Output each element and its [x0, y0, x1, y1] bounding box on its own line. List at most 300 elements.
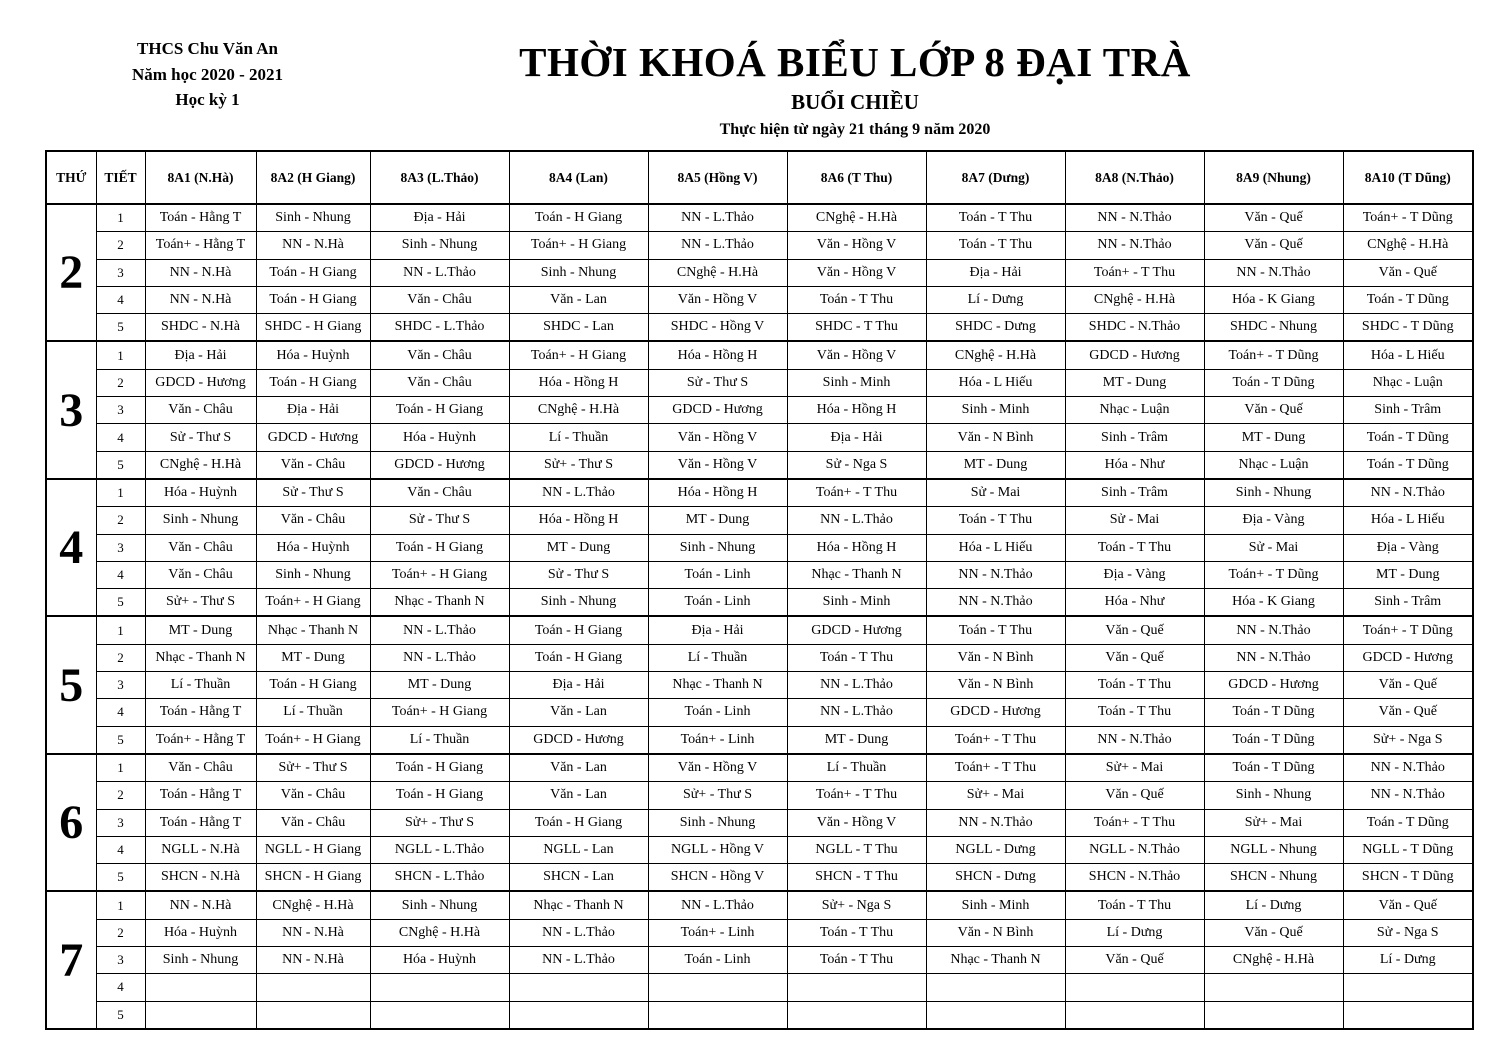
schedule-cell: Toán - T Thu — [787, 644, 926, 671]
period-cell: 2 — [96, 919, 145, 946]
schedule-cell: SHCN - L.Thảo — [370, 864, 509, 892]
schedule-cell: Văn - Lan — [509, 286, 648, 313]
schedule-cell — [145, 1001, 256, 1029]
schedule-cell: Toán - H Giang — [509, 644, 648, 671]
schedule-cell: Sử - Thư S — [648, 369, 787, 396]
period-cell: 2 — [96, 232, 145, 259]
table-row — [46, 919, 1473, 946]
schedule-cell: GDCD - Hương — [1065, 341, 1204, 369]
class-header: 8A4 (Lan) — [509, 151, 648, 204]
schedule-cell: Nhạc - Thanh N — [926, 947, 1065, 974]
schedule-cell: Toán - H Giang — [370, 534, 509, 561]
day-cell: 6 — [46, 754, 96, 891]
schedule-cell: Toán - T Thu — [787, 286, 926, 313]
schedule-cell — [787, 974, 926, 1001]
schedule-cell: Sử - Mai — [1065, 507, 1204, 534]
schedule-cell: Địa - Hải — [926, 259, 1065, 286]
schedule-cell: Lí - Dưng — [1065, 919, 1204, 946]
period-cell: 1 — [96, 891, 145, 919]
schedule-cell: Văn - Châu — [370, 341, 509, 369]
schedule-cell: NN - N.Thảo — [1343, 479, 1473, 507]
schedule-cell: Văn - Châu — [370, 286, 509, 313]
table-row — [46, 204, 1473, 232]
schedule-cell: Sử - Thư S — [370, 507, 509, 534]
table-row — [46, 397, 1473, 424]
schedule-cell: Sinh - Minh — [787, 589, 926, 617]
schedule-cell: Sử+ - Nga S — [787, 891, 926, 919]
schedule-cell: Toán - T Thu — [1065, 891, 1204, 919]
schedule-cell — [787, 1001, 926, 1029]
day-header: THỨ — [46, 151, 96, 204]
schedule-cell: Văn - Châu — [256, 507, 370, 534]
schedule-cell: Nhạc - Thanh N — [145, 644, 256, 671]
schedule-cell: Toán - Linh — [648, 947, 787, 974]
schedule-cell: Toán - T Dũng — [1343, 286, 1473, 313]
period-header: TIẾT — [96, 151, 145, 204]
schedule-cell: Sử+ - Thư S — [256, 754, 370, 782]
schedule-cell: Toán - T Dũng — [1204, 726, 1343, 754]
schedule-cell: SHDC - Lan — [509, 314, 648, 342]
schedule-cell: Nhạc - Thanh N — [648, 672, 787, 699]
class-header: 8A8 (N.Thảo) — [1065, 151, 1204, 204]
schedule-cell: Văn - Hồng V — [787, 341, 926, 369]
schedule-cell: MT - Dung — [648, 507, 787, 534]
schedule-cell: NN - L.Thảo — [787, 672, 926, 699]
schedule-cell: Văn - Hồng V — [648, 286, 787, 313]
schedule-cell: Toán+ - T Thu — [787, 782, 926, 809]
day-cell: 4 — [46, 479, 96, 616]
schedule-cell: Lí - Thuần — [256, 699, 370, 726]
schedule-cell: Toán - T Thu — [926, 204, 1065, 232]
schedule-cell: Văn - Châu — [256, 809, 370, 836]
schedule-cell: Toán+ - H Giang — [370, 699, 509, 726]
schedule-cell — [370, 974, 509, 1001]
schedule-cell: Văn - Quế — [1343, 699, 1473, 726]
schedule-cell: GDCD - Hương — [787, 616, 926, 644]
schedule-cell: Văn - Quế — [1343, 672, 1473, 699]
schedule-cell: CNghệ - H.Hà — [1343, 232, 1473, 259]
schedule-cell: Toán - Hằng T — [145, 809, 256, 836]
period-cell: 3 — [96, 947, 145, 974]
schedule-cell: Hóa - Hồng H — [787, 397, 926, 424]
schedule-cell: Sử - Thư S — [145, 424, 256, 451]
schedule-cell: GDCD - Hương — [1343, 644, 1473, 671]
schedule-cell: Lí - Thuần — [787, 754, 926, 782]
schedule-cell: NN - N.Thảo — [926, 809, 1065, 836]
day-cell: 7 — [46, 891, 96, 1028]
schedule-cell: Lí - Thuần — [145, 672, 256, 699]
schedule-cell: Hóa - Như — [1065, 589, 1204, 617]
effective-date: Thực hiện từ ngày 21 tháng 9 năm 2020 — [719, 121, 991, 138]
schedule-cell: Sinh - Nhung — [1204, 479, 1343, 507]
schedule-cell: CNghệ - H.Hà — [648, 259, 787, 286]
day-cell: 3 — [46, 341, 96, 478]
schedule-cell: Văn - Châu — [370, 369, 509, 396]
schedule-cell: SHDC - H Giang — [256, 314, 370, 342]
schedule-cell: Văn - Lan — [509, 754, 648, 782]
schedule-cell: Sinh - Nhung — [256, 204, 370, 232]
table-row — [46, 891, 1473, 919]
semester: Học kỳ 1 — [175, 90, 240, 109]
schedule-cell: Sử+ - Mai — [1065, 754, 1204, 782]
period-cell: 2 — [96, 644, 145, 671]
schedule-cell: Lí - Dưng — [1204, 891, 1343, 919]
schedule-cell: Sinh - Nhung — [1204, 782, 1343, 809]
schedule-cell: GDCD - Hương — [145, 369, 256, 396]
schedule-cell: Toán+ - T Dũng — [1204, 341, 1343, 369]
period-cell: 4 — [96, 974, 145, 1001]
schedule-cell — [1343, 974, 1473, 1001]
header-row — [46, 151, 1473, 204]
table-row — [46, 616, 1473, 644]
schedule-cell: Sử - Mai — [926, 479, 1065, 507]
schedule-cell: Toán - Linh — [648, 561, 787, 588]
schedule-cell: NN - N.Thảo — [926, 561, 1065, 588]
schedule-cell: Toán+ - H Giang — [256, 589, 370, 617]
class-header: 8A1 (N.Hà) — [145, 151, 256, 204]
schedule-cell: SHCN - T Thu — [787, 864, 926, 892]
period-cell: 5 — [96, 451, 145, 479]
schedule-cell: NN - N.Hà — [145, 286, 256, 313]
schedule-cell: Nhạc - Luận — [1343, 369, 1473, 396]
schedule-cell: Toán - T Dũng — [1343, 451, 1473, 479]
day-cell: 2 — [46, 204, 96, 341]
schedule-cell: NN - L.Thảo — [509, 479, 648, 507]
period-cell: 5 — [96, 314, 145, 342]
schedule-cell: Toán - T Thu — [926, 232, 1065, 259]
schedule-cell: Văn - N Bình — [926, 424, 1065, 451]
schedule-cell: Văn - Quế — [1204, 919, 1343, 946]
schedule-cell: GDCD - Hương — [926, 699, 1065, 726]
schedule-cell: Nhạc - Luận — [1204, 451, 1343, 479]
period-cell: 4 — [96, 561, 145, 588]
schedule-cell: SHDC - T Dũng — [1343, 314, 1473, 342]
schedule-cell: NN - L.Thảo — [787, 699, 926, 726]
school-year: Năm học 2020 - 2021 — [131, 64, 284, 84]
period-cell: 3 — [96, 672, 145, 699]
schedule-cell: Sinh - Nhung — [370, 232, 509, 259]
schedule-cell: Sinh - Nhung — [256, 561, 370, 588]
schedule-cell: NGLL - T Dũng — [1343, 836, 1473, 863]
schedule-cell: Lí - Thuần — [648, 644, 787, 671]
schedule-cell: SHDC - Dưng — [926, 314, 1065, 342]
schedule-cell: NN - N.Thảo — [1065, 726, 1204, 754]
schedule-cell: Toán - T Thu — [787, 919, 926, 946]
schedule-cell — [145, 974, 256, 1001]
schedule-cell: NGLL - T Thu — [787, 836, 926, 863]
schedule-cell: Văn - Lan — [509, 782, 648, 809]
schedule-cell: Toán - H Giang — [256, 672, 370, 699]
schedule-cell: SHCN - N.Hà — [145, 864, 256, 892]
page-title: THỜI KHOÁ BIỂU LỚP 8 ĐẠI TRÀ — [519, 39, 1191, 85]
schedule-cell: Văn - Quế — [1204, 397, 1343, 424]
schedule-cell: Hóa - Huỳnh — [370, 424, 509, 451]
schedule-cell: NN - N.Thảo — [926, 589, 1065, 617]
schedule-cell: Sinh - Minh — [787, 369, 926, 396]
schedule-cell: Hóa - L Hiếu — [926, 369, 1065, 396]
period-cell: 1 — [96, 204, 145, 232]
schedule-cell: Sử - Nga S — [787, 451, 926, 479]
schedule-cell: Toán+ - T Dũng — [1343, 616, 1473, 644]
schedule-cell: MT - Dung — [370, 672, 509, 699]
schedule-cell: Toán+ - H Giang — [256, 726, 370, 754]
schedule-cell: SHCN - T Dũng — [1343, 864, 1473, 892]
schedule-cell: Hóa - L Hiếu — [1343, 341, 1473, 369]
schedule-cell: Nhạc - Thanh N — [256, 616, 370, 644]
schedule-cell: Văn - Hồng V — [787, 809, 926, 836]
schedule-cell: Văn - Châu — [256, 451, 370, 479]
schedule-cell: Sử - Thư S — [256, 479, 370, 507]
schedule-cell: MT - Dung — [145, 616, 256, 644]
schedule-cell: NGLL - N.Thảo — [1065, 836, 1204, 863]
schedule-cell — [370, 1001, 509, 1029]
schedule-cell: Văn - N Bình — [926, 919, 1065, 946]
schedule-cell: NN - N.Hà — [256, 232, 370, 259]
schedule-cell: Hóa - Huỳnh — [370, 947, 509, 974]
schedule-cell — [509, 1001, 648, 1029]
class-header: 8A5 (Hồng V) — [648, 151, 787, 204]
schedule-cell: CNghệ - H.Hà — [1204, 947, 1343, 974]
schedule-cell — [648, 974, 787, 1001]
schedule-cell: NGLL - Nhung — [1204, 836, 1343, 863]
schedule-cell: NGLL - H Giang — [256, 836, 370, 863]
table-row — [46, 589, 1473, 617]
schedule-cell: SHDC - T Thu — [787, 314, 926, 342]
schedule-cell — [926, 974, 1065, 1001]
schedule-cell: Sinh - Nhung — [509, 259, 648, 286]
schedule-cell: Địa - Hải — [256, 397, 370, 424]
table-row — [46, 232, 1473, 259]
schedule-cell: CNghệ - H.Hà — [1065, 286, 1204, 313]
schedule-cell: Toán - H Giang — [509, 616, 648, 644]
schedule-cell: Văn - Quế — [1204, 204, 1343, 232]
schedule-cell: MT - Dung — [1065, 369, 1204, 396]
schedule-cell: Toán - H Giang — [256, 369, 370, 396]
schedule-cell: Toán - H Giang — [509, 204, 648, 232]
table-row — [46, 672, 1473, 699]
schedule-cell: NN - L.Thảo — [509, 947, 648, 974]
schedule-cell: Sinh - Trâm — [1065, 479, 1204, 507]
schedule-cell: MT - Dung — [509, 534, 648, 561]
period-cell: 2 — [96, 507, 145, 534]
schedule-cell: SHCN - Dưng — [926, 864, 1065, 892]
period-cell: 1 — [96, 479, 145, 507]
schedule-cell: Địa - Hải — [509, 672, 648, 699]
schedule-cell: Lí - Thuần — [509, 424, 648, 451]
schedule-cell: Sử - Nga S — [1343, 919, 1473, 946]
schedule-cell: Toán+ - T Dũng — [1343, 204, 1473, 232]
schedule-cell: Hóa - Huỳnh — [256, 534, 370, 561]
schedule-cell: SHDC - Nhung — [1204, 314, 1343, 342]
schedule-cell: NN - N.Thảo — [1204, 616, 1343, 644]
schedule-cell: Toán - T Dũng — [1204, 699, 1343, 726]
schedule-cell: NN - L.Thảo — [370, 259, 509, 286]
schedule-cell: Văn - Quế — [1065, 616, 1204, 644]
schedule-cell — [1204, 974, 1343, 1001]
schedule-cell: Văn - Châu — [145, 754, 256, 782]
schedule-cell: SHCN - Hồng V — [648, 864, 787, 892]
schedule-cell: SHCN - N.Thảo — [1065, 864, 1204, 892]
schedule-cell: Sử - Thư S — [509, 561, 648, 588]
table-row — [46, 1001, 1473, 1029]
schedule-cell: Toán+ - Linh — [648, 919, 787, 946]
schedule-cell: Toán - T Thu — [1065, 672, 1204, 699]
schedule-cell: Hóa - K Giang — [1204, 589, 1343, 617]
table-row — [46, 809, 1473, 836]
period-cell: 2 — [96, 782, 145, 809]
schedule-cell: Sử+ - Mai — [926, 782, 1065, 809]
schedule-cell: Văn - Châu — [256, 782, 370, 809]
schedule-cell: Toán+ - T Thu — [787, 479, 926, 507]
schedule-cell: NGLL - Hồng V — [648, 836, 787, 863]
schedule-cell: Văn - Châu — [370, 479, 509, 507]
schedule-cell: Văn - Quế — [1065, 644, 1204, 671]
schedule-cell: Sinh - Trâm — [1343, 397, 1473, 424]
schedule-cell: CNghệ - H.Hà — [256, 891, 370, 919]
schedule-cell: Sử+ - Thư S — [509, 451, 648, 479]
table-row — [46, 451, 1473, 479]
schedule-cell — [1065, 974, 1204, 1001]
schedule-cell: CNghệ - H.Hà — [509, 397, 648, 424]
schedule-cell: Hóa - Hồng H — [787, 534, 926, 561]
schedule-cell: Địa - Vàng — [1065, 561, 1204, 588]
period-cell: 3 — [96, 534, 145, 561]
schedule-cell: MT - Dung — [256, 644, 370, 671]
class-header: 8A6 (T Thu) — [787, 151, 926, 204]
schedule-cell: NN - N.Thảo — [1204, 259, 1343, 286]
schedule-cell: Toán+ - T Thu — [926, 726, 1065, 754]
schedule-cell: NN - N.Thảo — [1065, 232, 1204, 259]
schedule-cell: Sinh - Nhung — [648, 809, 787, 836]
table-row — [46, 286, 1473, 313]
schedule-cell: Địa - Hải — [145, 341, 256, 369]
schedule-cell: Toán - H Giang — [370, 754, 509, 782]
period-cell: 1 — [96, 341, 145, 369]
class-header: 8A2 (H Giang) — [256, 151, 370, 204]
timetable — [45, 150, 1474, 1030]
period-cell: 3 — [96, 397, 145, 424]
schedule-cell: Nhạc - Thanh N — [370, 589, 509, 617]
schedule-cell: Hóa - L Hiếu — [1343, 507, 1473, 534]
schedule-cell: Địa - Vàng — [1204, 507, 1343, 534]
period-cell: 3 — [96, 259, 145, 286]
schedule-cell: Sử+ - Thư S — [648, 782, 787, 809]
schedule-cell: MT - Dung — [926, 451, 1065, 479]
table-row — [46, 782, 1473, 809]
table-row — [46, 726, 1473, 754]
table-row — [46, 947, 1473, 974]
school-info — [100, 36, 315, 113]
table-row — [46, 864, 1473, 892]
schedule-cell: NN - N.Thảo — [1343, 754, 1473, 782]
schedule-cell — [1065, 1001, 1204, 1029]
schedule-cell: Hóa - Hồng H — [648, 341, 787, 369]
period-cell: 4 — [96, 424, 145, 451]
schedule-cell: Hóa - Như — [1065, 451, 1204, 479]
schedule-cell: Sử - Mai — [1204, 534, 1343, 561]
schedule-cell: SHCN - H Giang — [256, 864, 370, 892]
schedule-cell: GDCD - Hương — [1204, 672, 1343, 699]
schedule-cell: Toán - Hằng T — [145, 699, 256, 726]
schedule-cell: Toán - H Giang — [370, 397, 509, 424]
period-cell: 5 — [96, 1001, 145, 1029]
schedule-cell: Toán - H Giang — [256, 259, 370, 286]
schedule-cell: Văn - Hồng V — [648, 754, 787, 782]
schedule-cell: Toán - T Thu — [926, 616, 1065, 644]
schedule-cell — [1204, 1001, 1343, 1029]
schedule-cell: NN - N.Hà — [256, 919, 370, 946]
schedule-cell: Hóa - L Hiếu — [926, 534, 1065, 561]
schedule-cell: Sinh - Minh — [926, 397, 1065, 424]
schedule-cell: Địa - Hải — [648, 616, 787, 644]
schedule-cell: Văn - Quế — [1065, 782, 1204, 809]
schedule-cell: Văn - Hồng V — [648, 451, 787, 479]
period-cell: 5 — [96, 589, 145, 617]
schedule-cell: Sinh - Nhung — [509, 589, 648, 617]
schedule-cell: Địa - Vàng — [1343, 534, 1473, 561]
schedule-cell: SHDC - N.Thảo — [1065, 314, 1204, 342]
schedule-cell: Văn - N Bình — [926, 672, 1065, 699]
schedule-cell: Văn - N Bình — [926, 644, 1065, 671]
schedule-cell: Văn - Lan — [509, 699, 648, 726]
schedule-cell: Toán - H Giang — [509, 809, 648, 836]
table-row — [46, 424, 1473, 451]
period-cell: 2 — [96, 369, 145, 396]
table-row — [46, 974, 1473, 1001]
schedule-cell: SHCN - Nhung — [1204, 864, 1343, 892]
schedule-cell: NN - L.Thảo — [787, 507, 926, 534]
schedule-cell: Văn - Châu — [145, 561, 256, 588]
schedule-cell: GDCD - Hương — [648, 397, 787, 424]
schedule-cell: Văn - Hồng V — [648, 424, 787, 451]
schedule-cell: CNghệ - H.Hà — [926, 341, 1065, 369]
table-row — [46, 561, 1473, 588]
class-header: 8A9 (Nhung) — [1204, 151, 1343, 204]
schedule-cell: Địa - Hải — [370, 204, 509, 232]
schedule-cell: Hóa - Huỳnh — [145, 919, 256, 946]
table-row — [46, 507, 1473, 534]
schedule-cell: CNghệ - H.Hà — [145, 451, 256, 479]
schedule-cell: NGLL - Lan — [509, 836, 648, 863]
period-cell: 4 — [96, 286, 145, 313]
class-header: 8A7 (Dưng) — [926, 151, 1065, 204]
schedule-cell: NN - N.Hà — [145, 891, 256, 919]
schedule-cell: Hóa - Hồng H — [648, 479, 787, 507]
schedule-cell: Văn - Quế — [1204, 232, 1343, 259]
schedule-cell: Toán+ - T Thu — [1065, 809, 1204, 836]
schedule-cell: NN - L.Thảo — [648, 204, 787, 232]
schedule-cell — [256, 974, 370, 1001]
schedule-cell: Toán - Hằng T — [145, 782, 256, 809]
schedule-cell — [926, 1001, 1065, 1029]
schedule-cell: Địa - Hải — [787, 424, 926, 451]
schedule-cell: Văn - Châu — [145, 397, 256, 424]
schedule-cell: Lí - Dưng — [926, 286, 1065, 313]
schedule-cell: Toán+ - Hằng T — [145, 726, 256, 754]
schedule-cell: NN - N.Hà — [256, 947, 370, 974]
schedule-cell: NN - L.Thảo — [509, 919, 648, 946]
period-cell: 5 — [96, 726, 145, 754]
schedule-cell: NN - N.Thảo — [1204, 644, 1343, 671]
schedule-cell: NN - L.Thảo — [648, 232, 787, 259]
schedule-cell: Toán - Linh — [648, 699, 787, 726]
schedule-cell: GDCD - Hương — [509, 726, 648, 754]
schedule-cell: Toán+ - Linh — [648, 726, 787, 754]
schedule-cell: NN - N.Thảo — [1343, 782, 1473, 809]
table-row — [46, 534, 1473, 561]
schedule-cell: Hóa - Hồng H — [509, 507, 648, 534]
schedule-cell: Toán+ - H Giang — [509, 341, 648, 369]
